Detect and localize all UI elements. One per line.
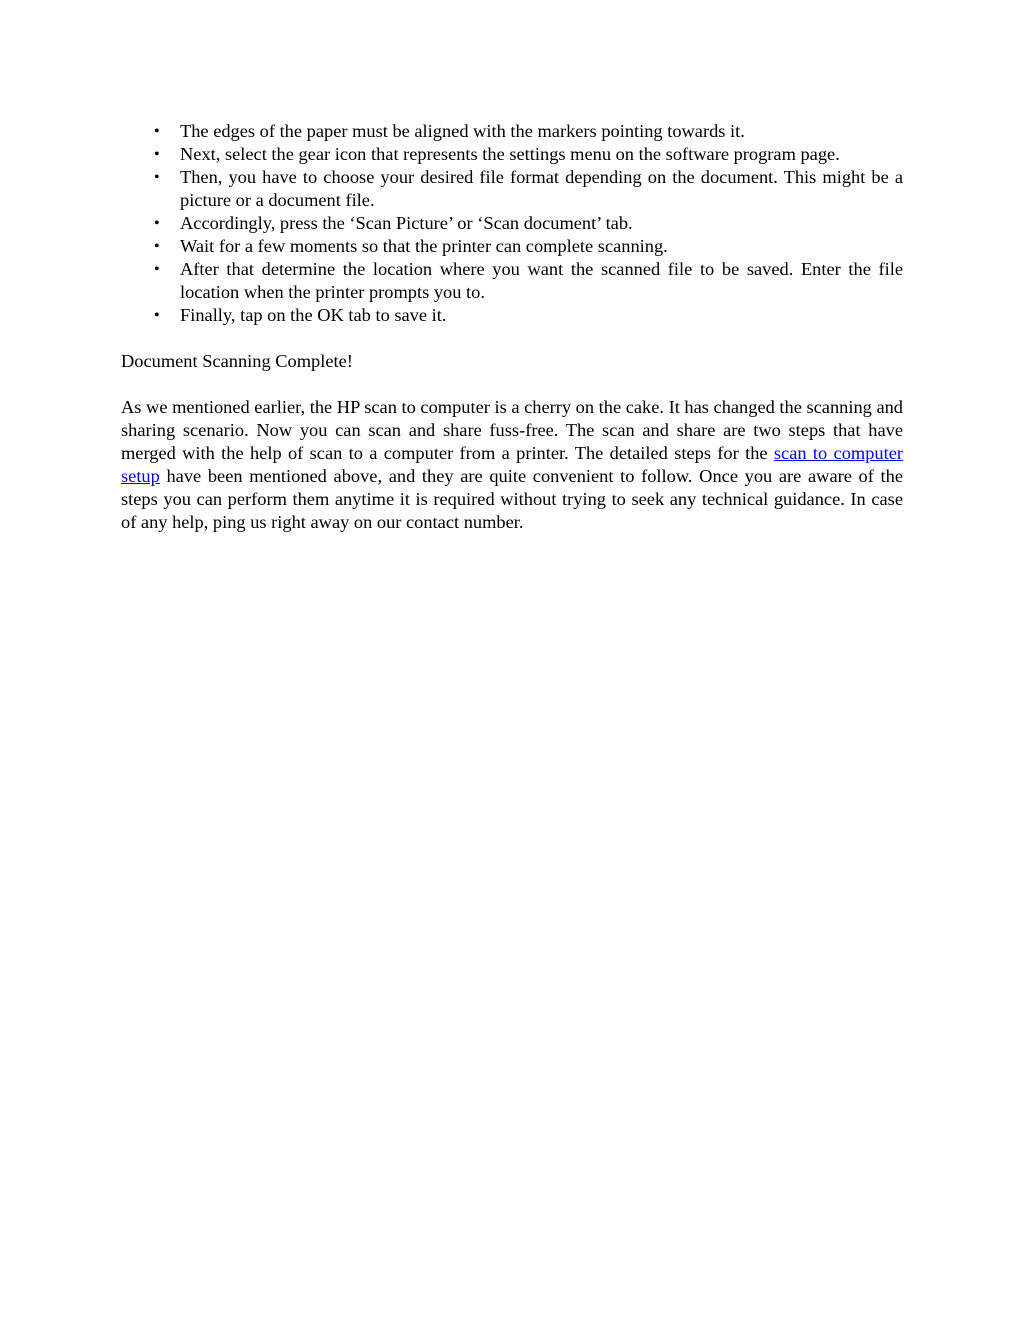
- list-item: [121, 235, 903, 258]
- paragraph-text-after-link: have been mentioned above, and they are quite convenient to follow. Once you are aware of the steps you can perform them anytime it is required without trying to seek any technical guidance. In case of any help, ping us right away on our contact number.: [121, 466, 903, 532]
- bullet-dot-icon: •: [154, 146, 160, 163]
- list-item-text: Finally, tap on the OK tab to save it.: [180, 305, 447, 325]
- list-item-text: Wait for a few moments so that the printer can complete scanning.: [180, 236, 668, 256]
- bullet-dot-icon: •: [154, 215, 160, 232]
- list-item: [121, 120, 903, 143]
- bullet-dot-icon: •: [154, 169, 160, 186]
- list-item: [121, 304, 903, 327]
- bullet-list: [121, 120, 903, 327]
- list-item-text: Accordingly, press the ‘Scan Picture’ or ‘Scan document’ tab.: [180, 213, 633, 233]
- list-item-text: The edges of the paper must be aligned with the markers pointing towards it.: [180, 121, 745, 141]
- body-paragraph: [121, 396, 903, 534]
- list-item-text: Next, select the gear icon that represents the settings menu on the software program page.: [180, 144, 840, 164]
- bullet-dot-icon: •: [154, 123, 160, 140]
- document-page: [121, 120, 903, 534]
- list-item: [121, 212, 903, 235]
- list-item-text: Then, you have to choose your desired file format depending on the document. This might be a picture or a document file.: [180, 167, 903, 210]
- bullet-dot-icon: •: [154, 261, 160, 278]
- bullet-dot-icon: •: [154, 307, 160, 324]
- scan-to-computer-setup-link[interactable]: scan to computer setup: [121, 443, 903, 486]
- list-item: [121, 143, 903, 166]
- paragraph-text-before-link: As we mentioned earlier, the HP scan to computer is a cherry on the cake. It has changed the scanning and sharing scenario. Now you can scan and share fuss-free. The scan and share are two steps that have merged with the help of scan to a computer from a printer. The detailed steps for the: [121, 397, 903, 463]
- list-item: [121, 166, 903, 212]
- bullet-dot-icon: •: [154, 238, 160, 255]
- list-item: [121, 258, 903, 304]
- list-item-text: After that determine the location where you want the scanned file to be saved. Enter the file location when the printer prompts you to.: [180, 259, 903, 302]
- section-heading: Document Scanning Complete!: [121, 351, 353, 371]
